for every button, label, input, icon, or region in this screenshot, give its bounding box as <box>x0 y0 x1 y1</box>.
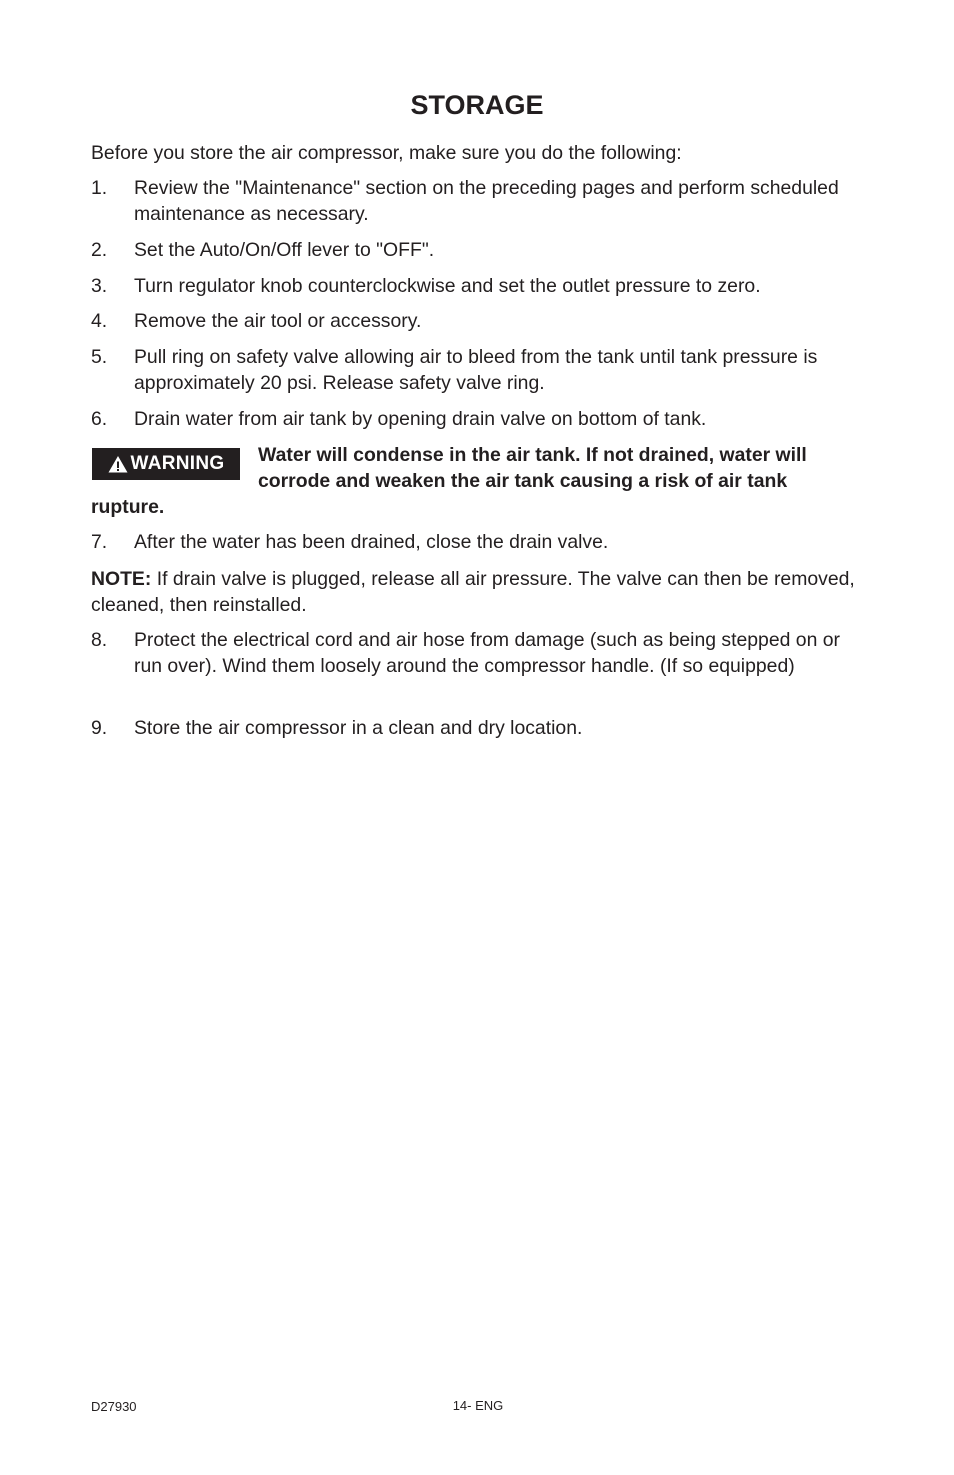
list-item <box>91 273 871 299</box>
step-text: Remove the air tool or accessory. <box>134 310 422 332</box>
step-number: 4. <box>91 310 108 332</box>
footer-model-number: D27930 <box>91 1399 137 1414</box>
note-text: If drain valve is plugged, release all air pressure. The valve can then be removed, cleaned, then reinstalled. <box>91 568 855 616</box>
note-paragraph <box>91 566 866 618</box>
list-item <box>91 406 871 432</box>
list-item <box>91 529 871 555</box>
step-number: 2. <box>91 239 108 261</box>
note-label: NOTE: <box>91 568 152 590</box>
step-number: 1. <box>91 177 108 199</box>
list-item <box>91 344 871 396</box>
step-number: 8. <box>91 629 108 651</box>
step-text: After the water has been drained, close the drain valve. <box>134 531 609 553</box>
warning-block <box>91 442 861 520</box>
page-title: STORAGE <box>410 90 544 120</box>
warning-text: Water will condense in the air tank. If not drained, water will corrode and weaken the air tank causing a risk of air tank rupture. <box>91 444 807 518</box>
step-text: Set the Auto/On/Off lever to "OFF". <box>134 239 435 261</box>
list-item <box>91 308 871 334</box>
list-item <box>91 715 871 741</box>
step-text: Pull ring on safety valve allowing air to bleed from the tank until tank pressure is approximately 20 psi. Release safety valve ring. <box>134 346 818 394</box>
step-number: 9. <box>91 717 108 739</box>
footer-page-number: 14- ENG <box>452 1398 504 1413</box>
step-text: Review the "Maintenance" section on the preceding pages and perform scheduled maintenance as necessary. <box>134 177 839 225</box>
warning-badge <box>92 448 240 480</box>
step-number: 5. <box>91 346 108 368</box>
step-number: 7. <box>91 531 108 553</box>
list-item <box>91 237 871 263</box>
intro-text: Before you store the air compressor, make sure you do the following: <box>91 142 682 164</box>
step-text: Protect the electrical cord and air hose from damage (such as being stepped on or run over). Wind them loosely around the compressor handle. (If so equipped) <box>134 629 840 677</box>
list-item <box>91 175 871 227</box>
warning-triangle-icon <box>108 455 128 473</box>
step-text: Turn regulator knob counterclockwise and set the outlet pressure to zero. <box>134 275 761 297</box>
list-item <box>91 627 871 679</box>
step-number: 6. <box>91 408 108 430</box>
step-text: Drain water from air tank by opening drain valve on bottom of tank. <box>134 408 707 430</box>
warning-label: WARNING <box>130 453 225 474</box>
step-number: 3. <box>91 275 108 297</box>
step-text: Store the air compressor in a clean and dry location. <box>134 717 583 739</box>
